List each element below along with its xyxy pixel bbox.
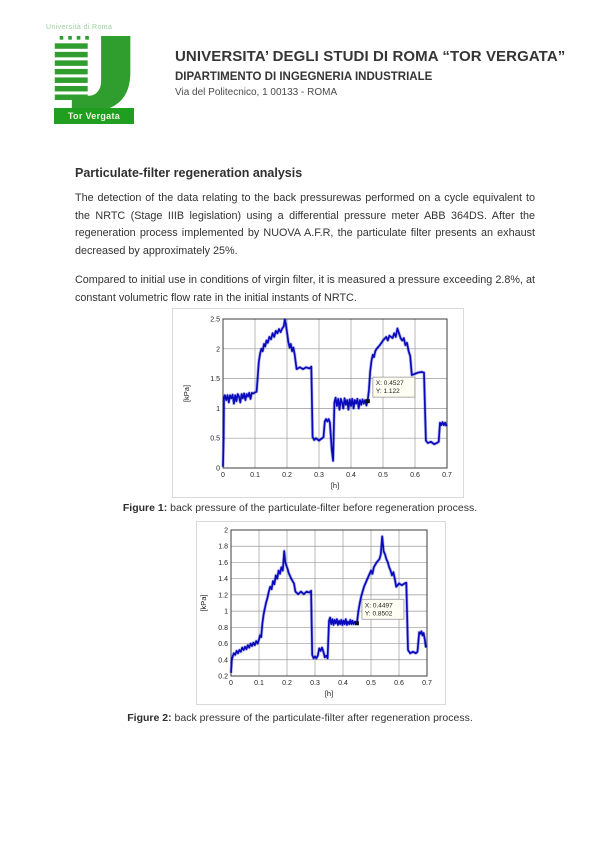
x-tick-label: 0.4	[346, 472, 356, 479]
department-subtitle: DIPARTIMENTO DI INGEGNERIA INDUSTRIALE	[175, 71, 433, 83]
data-tip	[366, 377, 415, 403]
figure1-chart-box	[172, 308, 464, 498]
y-tick-label: 2.5	[210, 316, 220, 324]
y-tick-label: 0.4	[218, 657, 228, 665]
x-tick-label: 0.7	[442, 472, 452, 479]
y-tick-label: 2	[224, 527, 228, 535]
y-axis-label: [kPa]	[182, 384, 191, 403]
logo-u-icon	[54, 36, 136, 114]
x-axis-label: [h]	[330, 481, 340, 490]
y-tick-label: 0.8	[218, 624, 228, 632]
x-tick-label: 0	[221, 472, 225, 479]
x-tick-label: 0.7	[422, 680, 432, 687]
figure2-caption-text: back pressure of the particulate-filter after regeneration process.	[171, 712, 473, 724]
paragraph-2: Compared to initial use in conditions of virgin filter, it is measured a pressure exceeding 2.8%, at constant volumetric flow rate in the initial instants of NRTC.	[75, 274, 535, 304]
x-tick-label: 0.1	[250, 472, 260, 479]
figure1-chart	[173, 309, 461, 495]
y-tick-label: 1.4	[218, 576, 228, 584]
logo-top-text: Università di Roma	[46, 24, 113, 31]
logo-banner: Tor Vergata	[54, 108, 134, 124]
y-tick-label: 1	[216, 405, 220, 413]
x-tick-label: 0.3	[314, 472, 324, 479]
data-tip-marker	[366, 399, 370, 403]
y-tick-label: 0.6	[218, 641, 228, 649]
x-tick-label: 0.5	[366, 680, 376, 687]
article-heading: Particulate-filter regeneration analysis	[75, 166, 303, 180]
y-tick-label: 1.5	[210, 376, 220, 384]
x-tick-label: 0.4	[338, 680, 348, 687]
x-tick-label: 0.2	[282, 680, 292, 687]
data-tip-y-value: Y: 1.122	[375, 388, 400, 396]
x-tick-label: 0.5	[378, 472, 388, 479]
figure2-chart	[197, 522, 443, 702]
y-tick-label: 1	[224, 608, 228, 616]
x-tick-label: 0.6	[410, 472, 420, 479]
data-tip-x-value: X: 0.4497	[364, 602, 393, 610]
paragraph-1: The detection of the data relating to the back pressurewas performed on a cycle equivalent to the NRTC (Stage IIIB legislation) using a differential pressure meter ABB 364DS. After the regeneration process implemented by NUOVA A.F.R, the particulate filter presents an exhaust decreased by approximately 25%.	[75, 192, 535, 257]
x-axis-label: [h]	[324, 689, 334, 698]
y-tick-label: 0.2	[218, 673, 228, 681]
data-tip-marker	[355, 621, 359, 625]
x-tick-label: 0.1	[254, 680, 264, 687]
y-tick-label: 0.5	[210, 435, 220, 443]
data-tip-x-value: X: 0.4527	[375, 380, 404, 388]
data-tip-y-value: Y: 0.8502	[364, 610, 393, 618]
data-tip	[355, 599, 404, 625]
university-address: Via del Politecnico, 1 00133 - ROMA	[175, 87, 338, 98]
header-title-block	[175, 48, 585, 98]
figure2-chart-box	[196, 521, 446, 705]
y-tick-label: 2	[216, 346, 220, 354]
y-tick-label: 1.6	[218, 559, 228, 567]
figure1-caption-text: back pressure of the particulate-filter before regeneration process.	[167, 502, 478, 514]
university-logo	[44, 24, 148, 132]
figure2-caption-prefix: Figure 2:	[127, 712, 172, 724]
x-tick-label: 0.2	[282, 472, 292, 479]
figure1-caption-prefix: Figure 1:	[122, 502, 168, 514]
y-axis-label: [kPa]	[199, 594, 208, 612]
x-tick-label: 0.6	[394, 680, 404, 687]
figure1-caption	[0, 502, 600, 514]
y-tick-label: 0	[216, 465, 220, 473]
y-tick-label: 1.8	[218, 543, 228, 551]
figure2-caption	[0, 712, 600, 724]
y-tick-label: 1.2	[218, 592, 228, 600]
x-tick-label: 0	[229, 680, 233, 687]
university-title: UNIVERSITA’ DEGLI STUDI DI ROMA “TOR VERGATA”	[175, 48, 566, 65]
x-tick-label: 0.3	[310, 680, 320, 687]
